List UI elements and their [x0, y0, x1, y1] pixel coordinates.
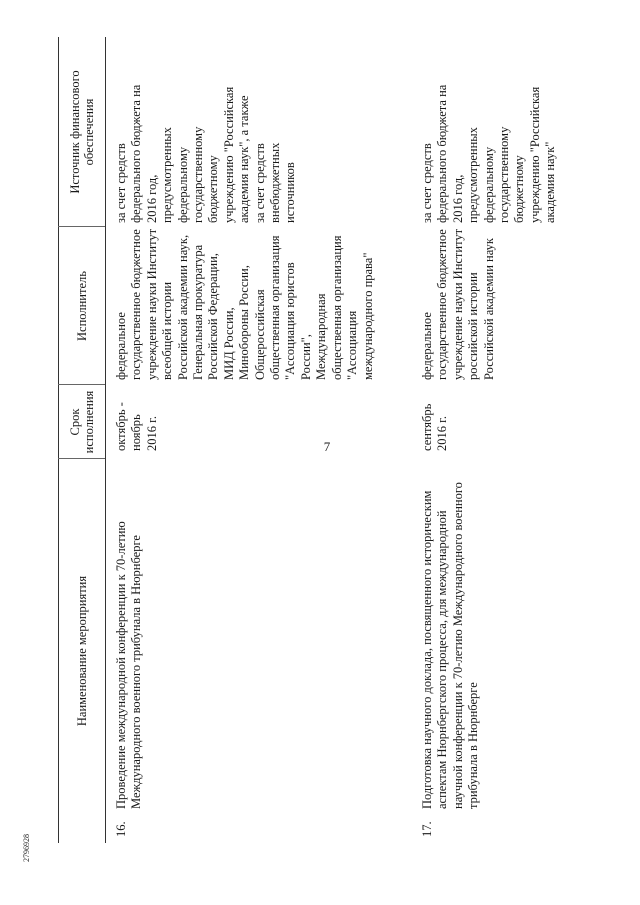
row-term: октябрь - ноябрь 2016 г.: [114, 402, 159, 451]
measures-table: [58, 37, 608, 843]
header-funding: Источник финансового обеспечения: [68, 70, 96, 194]
column-divider: [58, 384, 105, 385]
header-top-rule: [58, 37, 59, 843]
row-number: 17.: [420, 821, 434, 837]
row-term: сентябрь 2016 г.: [420, 403, 450, 451]
header-name: Наименование мероприятия: [75, 575, 89, 727]
row-name: Проведение международной конференции к 70-летию Международного военного трибунала в Нюрнберге: [114, 521, 144, 809]
header-term: Срок исполнения: [68, 390, 96, 454]
page-number: 7: [323, 439, 331, 454]
row-executor: федеральное государственное бюджетное учреждение науки Институт российской истории Российской академии наук: [420, 228, 496, 380]
header-executor: Исполнитель: [75, 271, 89, 341]
row-funding: за счет средств федерального бюджета на 2016 год, предусмотренных федеральному государственному бюджетному учреждению "Российская академия наук": [420, 84, 558, 223]
header-bottom-rule: [105, 37, 106, 843]
row-number: 16.: [114, 821, 128, 837]
document-code: 2796928: [22, 834, 31, 862]
column-divider: [58, 226, 105, 227]
row-executor: федеральное государственное бюджетное учреждение науки Институт всеобщей истории Российской академии наук, Генеральная прокуратура Российской Федерации, МИД России, Минобороны России, Общероссийская общественная организация "Ассоциация юристов России", Международная общественная организация "Ассоциация международного права": [114, 228, 375, 380]
row-name: Подготовка научного доклада, посвященного историческим аспектам Нюрнбергского процесса, для международной научной конференции к 70-летию Международного военного трибунала в Нюрнберге: [420, 482, 481, 809]
row-funding: за счет средств федерального бюджета на 2016 год, предусмотренных федеральному государственному бюджетному учреждению "Российская академия наук", а также за счет средств внебюджетных источников: [114, 84, 298, 223]
